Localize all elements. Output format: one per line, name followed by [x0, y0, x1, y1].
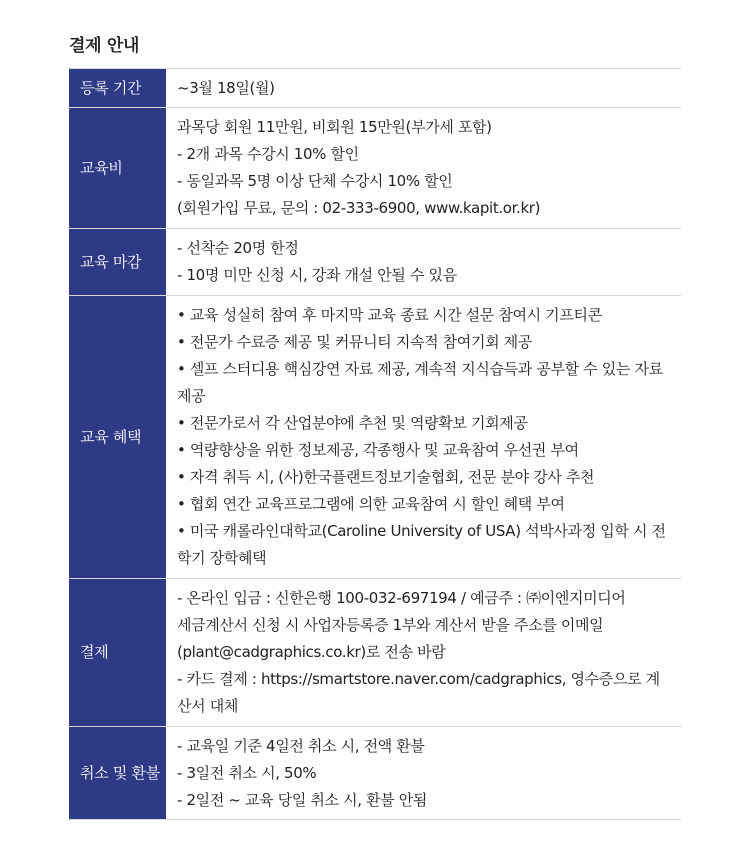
row-label: 등록 기간: [69, 69, 166, 107]
content-line: • 셀프 스터디용 핵심강연 자료 제공, 계속적 지식습득과 공부할 수 있는 자료 제공: [177, 360, 663, 405]
row-tuition-fee: [69, 108, 681, 229]
content-line: • 협회 연간 교육프로그램에 의한 교육참여 시 할인 혜택 부여: [177, 495, 565, 513]
content-line: - 카드 결제 : https://smartstore.naver.com/cadgraphics, 영수증으로 계산서 대체: [177, 670, 660, 715]
row-content: [166, 108, 681, 228]
row-registration-period: [69, 69, 681, 108]
row-content: [166, 579, 681, 726]
content-line: 과목당 회원 11만원, 비회원 15만원(부가세 포함): [177, 118, 492, 136]
content-line: (회원가입 무료, 문의 : 02-333-6900, www.kapit.or.kr): [177, 199, 541, 217]
content-line: - 10명 미만 신청 시, 강좌 개설 안될 수 있음: [177, 266, 457, 284]
content-line: • 전문가로서 각 산업분야에 추천 및 역량확보 기회제공: [177, 414, 528, 432]
content-line: • 역량향상을 위한 정보제공, 각종행사 및 교육참여 우선권 부여: [177, 441, 579, 459]
row-benefits: [69, 296, 681, 579]
row-content: [166, 69, 681, 107]
row-label: 취소 및 환불: [69, 727, 166, 819]
row-label: 교육 마감: [69, 229, 166, 295]
section-title: 결제 안내: [69, 36, 140, 56]
row-cancellation-refund: [69, 727, 681, 820]
row-label: 교육 혜택: [69, 296, 166, 578]
content-line: 세금계산서 신청 시 사업자등록증 1부와 계산서 받을 주소를 이메일 (plant@cadgraphics.co.kr)로 전송 바람: [177, 616, 604, 661]
row-content: [166, 727, 681, 819]
row-deadline: [69, 229, 681, 296]
content-line: - 교육일 기준 4일전 취소 시, 전액 환불: [177, 736, 425, 755]
content-line: • 자격 취득 시, (사)한국플랜트정보기술협회, 전문 분야 강사 추천: [177, 468, 595, 486]
row-label: 교육비: [69, 108, 166, 228]
content-line: - 2개 과목 수강시 10% 할인: [177, 145, 359, 163]
content-line: - 3일전 취소 시, 50%: [177, 763, 317, 782]
row-content: [166, 229, 681, 295]
content-line: - 2일전 ~ 교육 당일 취소 시, 환불 안됨: [177, 790, 428, 809]
content-line: • 전문가 수료증 제공 및 커뮤니티 지속적 참여기회 제공: [177, 333, 532, 351]
content-line: - 동일과목 5명 이상 단체 수강시 10% 할인: [177, 172, 453, 190]
row-content: [166, 296, 681, 578]
content-line: • 미국 캐롤라인대학교(Caroline University of USA) 석박사과정 입학 시 전학기 장학혜택: [177, 522, 666, 567]
content-line: - 선착순 20명 한정: [177, 239, 299, 257]
payment-info-table: [69, 68, 681, 820]
content-line: ~3월 18일(월): [177, 78, 275, 97]
content-line: • 교육 성실히 참여 후 마지막 교육 종료 시간 설문 참여시 기프티콘: [177, 306, 602, 324]
row-payment: [69, 579, 681, 727]
content-line: - 온라인 입금 : 신한은행 100-032-697194 / 예금주 : ㈜이엔지미디어: [177, 589, 626, 607]
row-label: 결제: [69, 579, 166, 726]
